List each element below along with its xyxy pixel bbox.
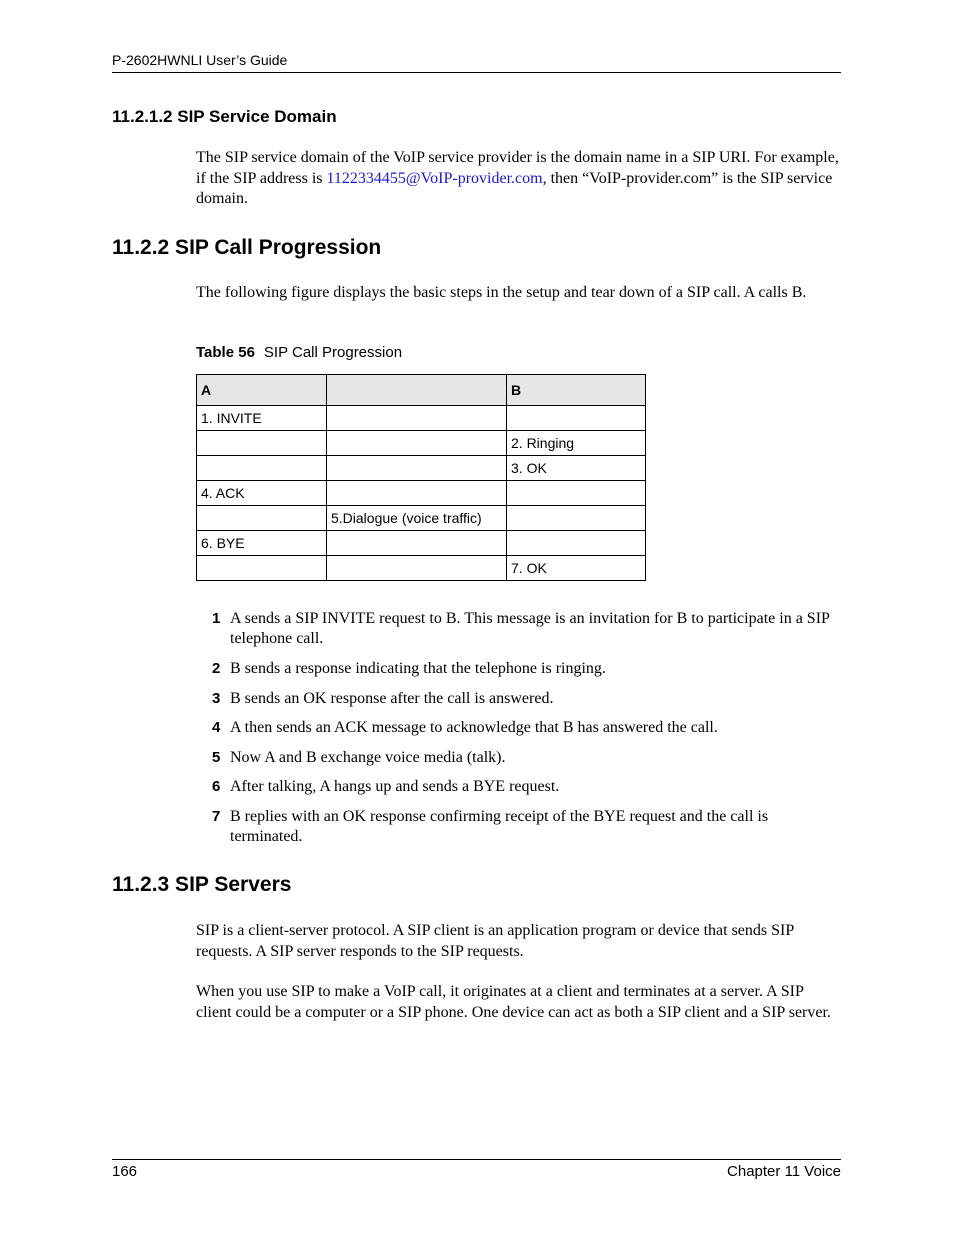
- step-number: 4: [212, 719, 221, 736]
- step-text: A sends a SIP INVITE request to B. This message is an invitation for B to participate in a SIP telephone call.: [230, 610, 830, 647]
- step-item: [196, 659, 842, 679]
- sip-servers-paragraph-1: SIP is a client-server protocol. A SIP client is an application program or device that sends SIP requests. A SIP server responds to the SIP requests.: [196, 922, 794, 960]
- table-header-row: [197, 375, 646, 406]
- table-row: [197, 556, 646, 581]
- step-text: A then sends an ACK message to acknowledge that B has answered the call.: [230, 719, 718, 736]
- step-number: 3: [212, 690, 221, 707]
- table-cell: [327, 556, 507, 581]
- step-text: B replies with an OK response confirming receipt of the BYE request and the call is terminated.: [230, 808, 769, 845]
- step-text: Now A and B exchange voice media (talk).: [230, 749, 506, 766]
- step-number: 7: [212, 808, 221, 825]
- section-heading-sip-servers: 11.2.3 SIP Servers: [112, 873, 292, 896]
- table-cell: [197, 506, 327, 531]
- table-cell: 1. INVITE: [197, 406, 327, 431]
- call-progression-intro: The following figure displays the basic steps in the setup and tear down of a SIP call. A calls B.: [196, 284, 807, 301]
- step-number: 1: [212, 610, 221, 627]
- section-heading-sip-call-progression: 11.2.2 SIP Call Progression: [112, 236, 382, 259]
- sip-call-progression-table: [196, 374, 646, 581]
- sip-domain-paragraph: [196, 148, 842, 210]
- step-item: [196, 777, 842, 797]
- table-cell: [507, 481, 646, 506]
- sip-servers-paragraph-2: When you use SIP to make a VoIP call, it originates at a client and terminates at a server. A SIP client could be a computer or a SIP phone. One device can act as both a SIP client and a SIP server.: [196, 983, 831, 1021]
- header-cell-middle: [327, 375, 507, 406]
- step-number: 6: [212, 778, 221, 795]
- table-row: [197, 481, 646, 506]
- table-cell: [327, 531, 507, 556]
- header-cell-b: B: [507, 375, 646, 406]
- table-row: [197, 531, 646, 556]
- table-cell: 2. Ringing: [507, 431, 646, 456]
- header-cell-a: A: [197, 375, 327, 406]
- table-cell: [197, 431, 327, 456]
- section-heading-sip-service-domain: 11.2.1.2 SIP Service Domain: [112, 107, 337, 126]
- page-number: 166: [112, 1163, 138, 1180]
- step-item: [196, 807, 842, 847]
- table-row: [197, 506, 646, 531]
- table-cell: 4. ACK: [197, 481, 327, 506]
- table-cell: 3. OK: [507, 456, 646, 481]
- step-item: [196, 718, 842, 738]
- page-footer: [112, 1159, 841, 1180]
- table-cell: [327, 406, 507, 431]
- step-number: 2: [212, 660, 221, 677]
- step-item: [196, 609, 842, 649]
- table-cell: [327, 456, 507, 481]
- step-text: After talking, A hangs up and sends a BYE request.: [230, 778, 560, 795]
- sip-domain-text-end: , then “VoIP-provider.com” is the SIP service domain.: [196, 169, 833, 207]
- table-cell: 7. OK: [507, 556, 646, 581]
- table-cell: 5.Dialogue (voice traffic): [327, 506, 507, 531]
- table-cell: [507, 406, 646, 431]
- step-text: B sends an OK response after the call is answered.: [230, 690, 554, 707]
- step-item: [196, 689, 842, 709]
- table-row: [197, 431, 646, 456]
- chapter-label: Chapter 11 Voice: [727, 1163, 841, 1180]
- table-cell: [197, 456, 327, 481]
- table-cell: 6. BYE: [197, 531, 327, 556]
- page-header: [112, 52, 841, 73]
- table-cell: [197, 556, 327, 581]
- step-item: [196, 748, 842, 768]
- table-cell: [507, 506, 646, 531]
- sip-domain-text-start: The SIP service domain of the VoIP service provider is the domain name in a SIP URI. For example, if the SIP address is: [196, 149, 839, 187]
- table-row: [197, 406, 646, 431]
- table-caption-label: Table 56: [196, 344, 255, 361]
- table-caption: [196, 344, 402, 361]
- guide-title: P-2602HWNLI User’s Guide: [112, 52, 288, 68]
- step-number: 5: [212, 749, 221, 766]
- step-text: B sends a response indicating that the telephone is ringing.: [230, 660, 606, 677]
- table-cell: [507, 531, 646, 556]
- table-cell: [327, 431, 507, 456]
- table-row: [197, 456, 646, 481]
- sip-address-link[interactable]: 1122334455@VoIP-provider.com: [326, 169, 543, 187]
- table-cell: [327, 481, 507, 506]
- table-caption-title: SIP Call Progression: [263, 344, 403, 361]
